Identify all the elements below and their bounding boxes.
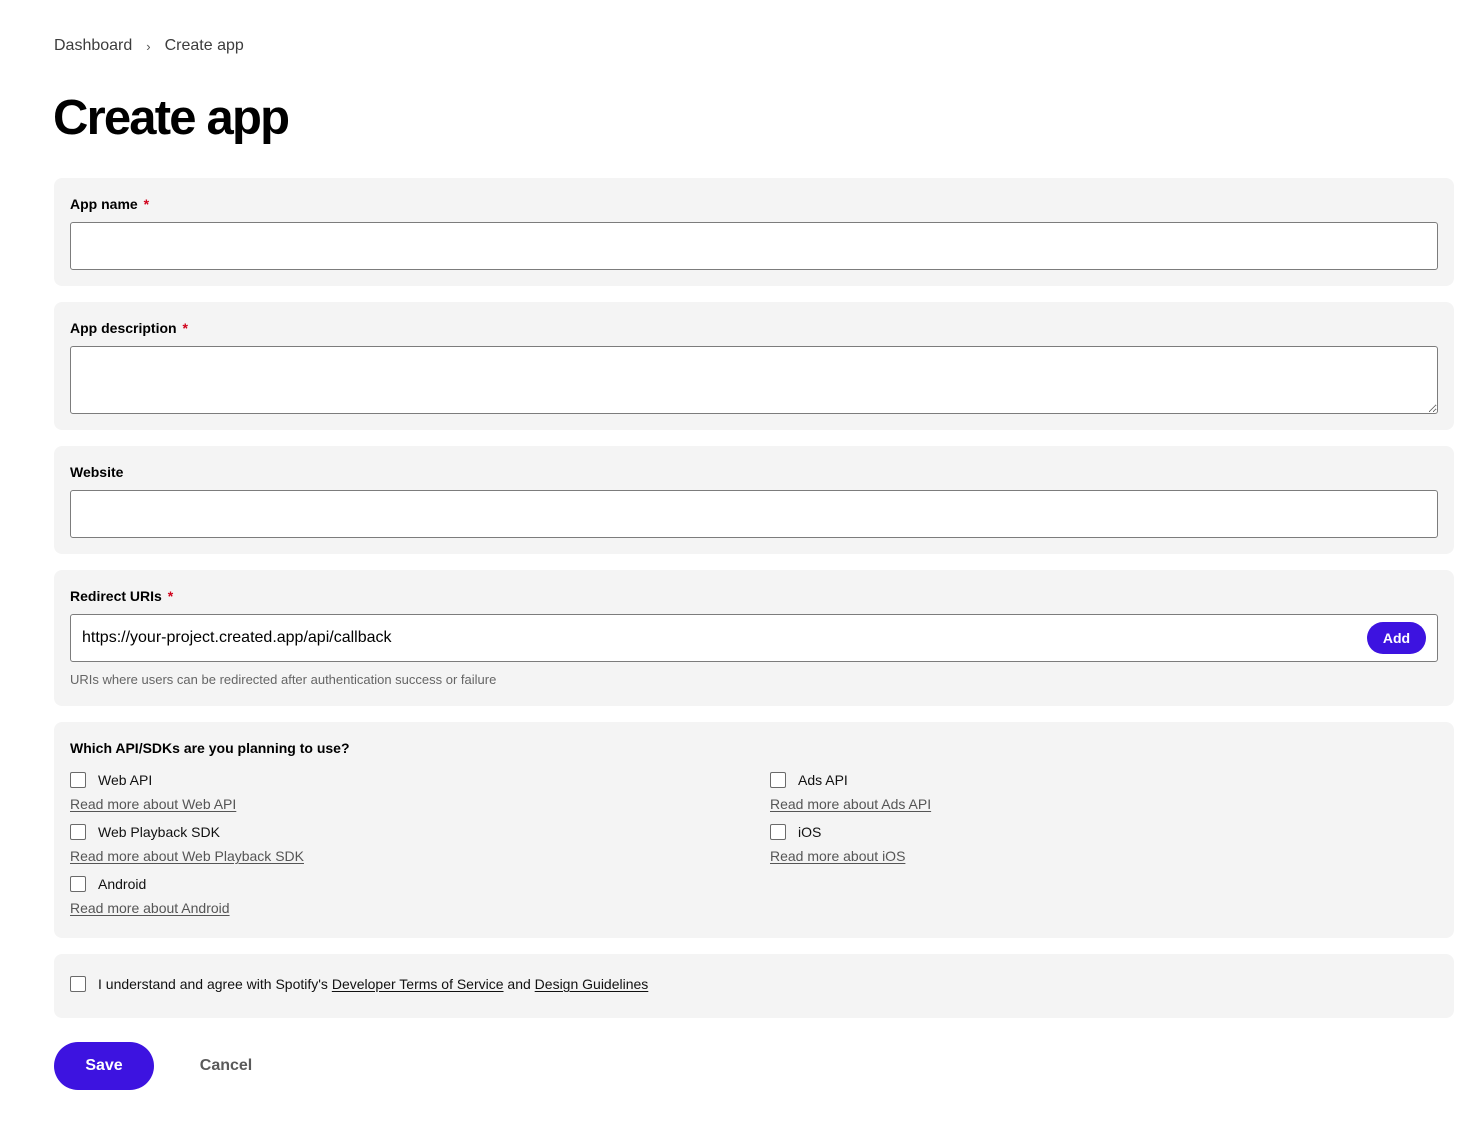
app-description-textarea[interactable] — [70, 346, 1438, 414]
terms-section — [54, 954, 1454, 1018]
ios-read-more-link[interactable]: Read more about iOS — [770, 848, 906, 864]
ios-checkbox[interactable] — [770, 824, 786, 840]
web-api-label: Web API — [98, 772, 153, 788]
chevron-right-icon: › — [146, 38, 151, 54]
terms-conjunction: and — [507, 976, 531, 992]
redirect-uris-help-text: URIs where users can be redirected after authentication success or failure — [70, 672, 497, 687]
app-description-label — [70, 319, 188, 337]
terms-prefix: I understand and agree with Spotify's — [98, 976, 328, 992]
web-playback-sdk-read-more-link[interactable]: Read more about Web Playback SDK — [70, 848, 304, 864]
breadcrumb — [54, 35, 244, 57]
app-name-label — [70, 195, 149, 213]
required-marker: * — [182, 320, 188, 336]
web-api-checkbox[interactable] — [70, 772, 86, 788]
api-sdk-section — [54, 722, 1454, 938]
required-marker: * — [167, 588, 174, 604]
ads-api-read-more-link[interactable]: Read more about Ads API — [770, 796, 932, 812]
web-api-read-more-link[interactable]: Read more about Web API — [70, 796, 237, 812]
terms-checkbox[interactable] — [70, 976, 86, 992]
breadcrumb-dashboard-link[interactable]: Dashboard — [54, 37, 133, 54]
page-title: Create app — [53, 91, 289, 145]
redirect-uri-input[interactable] — [70, 614, 1438, 662]
breadcrumb-current: Create app — [164, 37, 244, 54]
app-description-section — [54, 302, 1454, 430]
required-marker: * — [143, 196, 150, 212]
save-button[interactable]: Save — [54, 1042, 154, 1090]
android-checkbox[interactable] — [70, 876, 86, 892]
ads-api-checkbox[interactable] — [770, 772, 786, 788]
web-playback-sdk-checkbox[interactable] — [70, 824, 86, 840]
app-name-label-text: App name — [70, 196, 138, 212]
android-read-more-link[interactable]: Read more about Android — [70, 900, 230, 916]
website-section — [54, 446, 1454, 554]
app-description-label-text: App description — [70, 320, 177, 336]
redirect-uris-label — [70, 587, 173, 605]
design-guidelines-link[interactable]: Design Guidelines — [534, 976, 649, 992]
redirect-uris-label-text: Redirect URIs — [70, 588, 162, 604]
api-sdk-question: Which API/SDKs are you planning to use? — [70, 740, 350, 756]
redirect-uris-section — [54, 570, 1454, 706]
website-label: Website — [70, 464, 124, 480]
app-name-input[interactable] — [70, 222, 1438, 270]
android-label: Android — [98, 876, 147, 892]
web-playback-sdk-label: Web Playback SDK — [98, 824, 220, 840]
ads-api-label: Ads API — [798, 772, 848, 788]
developer-terms-link[interactable]: Developer Terms of Service — [331, 976, 504, 992]
cancel-button[interactable]: Cancel — [188, 1042, 264, 1090]
app-name-section — [54, 178, 1454, 286]
ios-label: iOS — [798, 824, 822, 840]
website-input[interactable] — [70, 490, 1438, 538]
terms-text — [98, 975, 648, 993]
add-redirect-uri-button[interactable]: Add — [1367, 622, 1426, 654]
